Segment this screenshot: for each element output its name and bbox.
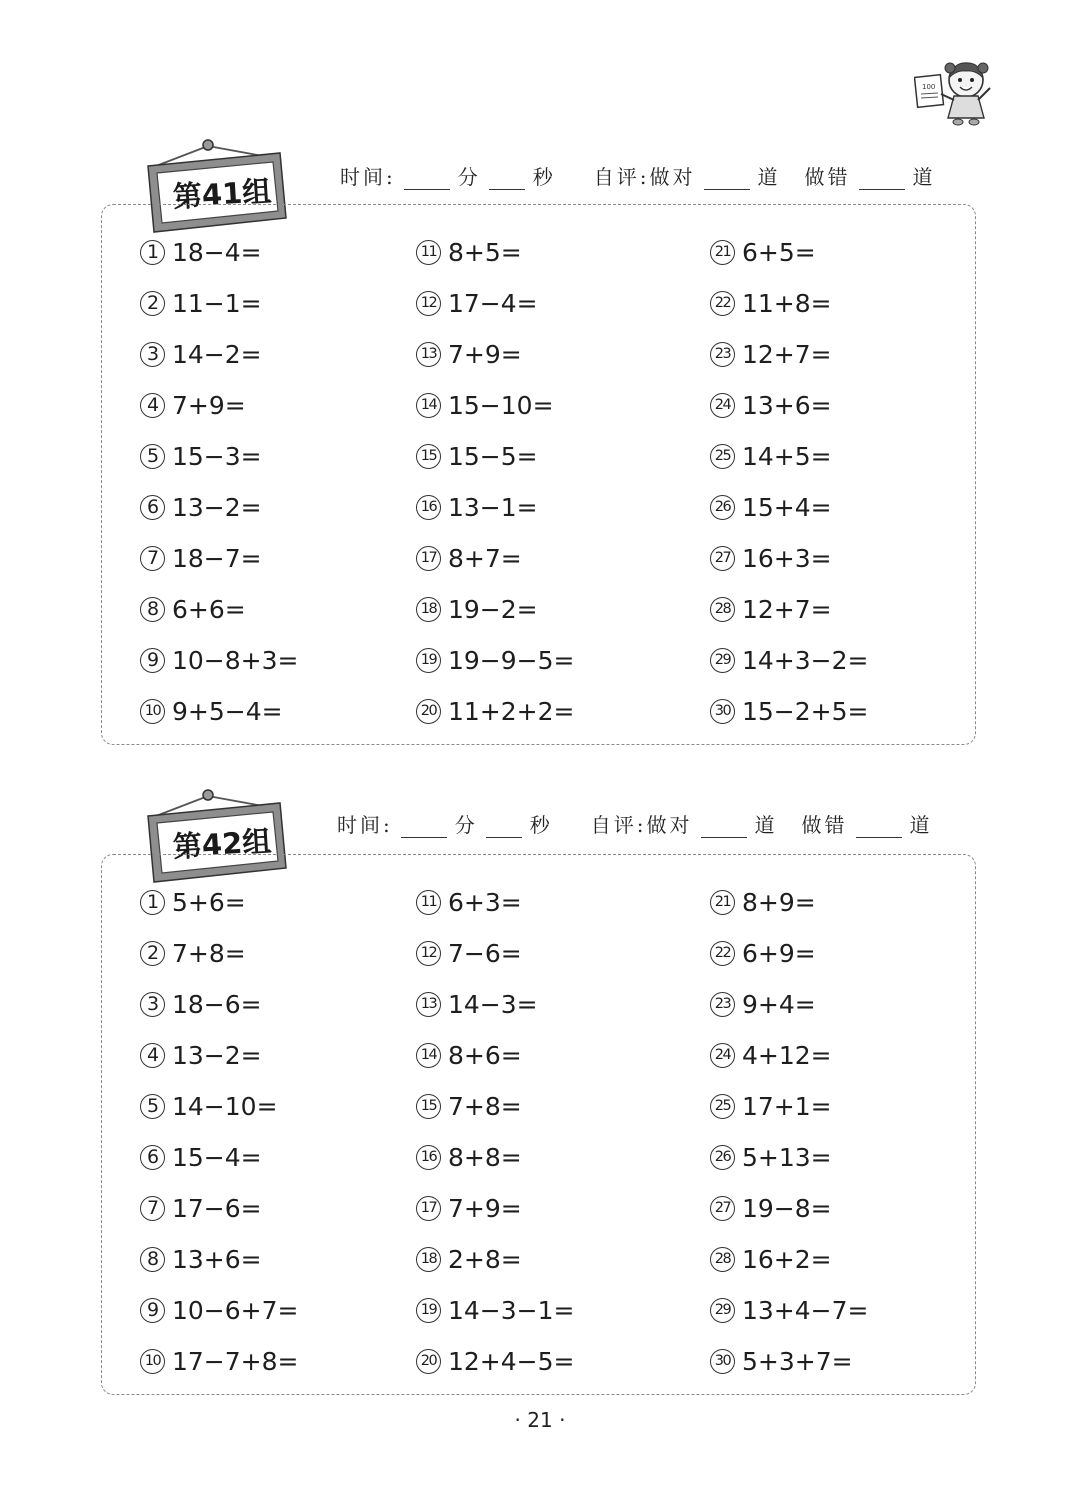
problem-expression: 7−6= [448, 939, 522, 968]
problem-expression: 7+8= [448, 1092, 522, 1121]
problem-expression: 14+5= [742, 442, 832, 471]
problem-number: 22 [710, 941, 735, 966]
problem-expression: 18−4= [172, 238, 262, 267]
correct-count-blank[interactable] [701, 815, 747, 838]
problem-number: 10 [140, 1349, 165, 1374]
problem-item [710, 493, 832, 522]
problem-item [710, 595, 832, 624]
problem-item [710, 646, 868, 675]
problem-item [140, 1194, 262, 1223]
minutes-label: 分 [454, 813, 478, 837]
problem-expression: 12+7= [742, 340, 832, 369]
problem-number: 1 [140, 890, 165, 915]
problem-item [416, 1347, 574, 1376]
problem-number: 6 [140, 495, 165, 520]
group-title: 第41组 [171, 174, 273, 214]
problem-expression: 7+9= [448, 1194, 522, 1223]
problem-item [416, 442, 538, 471]
problem-expression: 10−6+7= [172, 1296, 299, 1325]
problem-number: 25 [710, 444, 735, 469]
group-title: 第42组 [171, 824, 273, 864]
problem-expression: 18−6= [172, 990, 262, 1019]
problem-number: 13 [416, 992, 441, 1017]
problem-item [140, 990, 262, 1019]
problem-number: 5 [140, 444, 165, 469]
time-label: 时间: [340, 165, 396, 189]
problem-item [710, 697, 868, 726]
problem-item [710, 1347, 853, 1376]
page-number: · 21 · [514, 1408, 566, 1432]
problem-number: 16 [416, 1145, 441, 1170]
problem-number: 2 [140, 941, 165, 966]
problem-item [710, 238, 816, 267]
problem-item [140, 646, 298, 675]
problem-expression: 15−10= [448, 391, 554, 420]
problem-number: 15 [416, 444, 441, 469]
problem-item [140, 697, 283, 726]
problem-item [140, 1245, 262, 1274]
problem-item [416, 646, 574, 675]
problem-expression: 17−4= [448, 289, 538, 318]
problem-number: 7 [140, 1196, 165, 1221]
problem-item [140, 493, 262, 522]
problem-number: 8 [140, 597, 165, 622]
problem-number: 16 [416, 495, 441, 520]
problem-item [140, 442, 262, 471]
problem-expression: 15−2+5= [742, 697, 869, 726]
problem-expression: 2+8= [448, 1245, 522, 1274]
problem-item [710, 990, 816, 1019]
problem-expression: 5+3+7= [742, 1347, 853, 1376]
problem-number: 8 [140, 1247, 165, 1272]
problem-item [416, 697, 574, 726]
problem-expression: 15−5= [448, 442, 538, 471]
problem-number: 23 [710, 992, 735, 1017]
problem-expression: 9+4= [742, 990, 816, 1019]
wrong-count-blank[interactable] [856, 815, 902, 838]
problem-number: 2 [140, 291, 165, 316]
problem-expression: 8+6= [448, 1041, 522, 1070]
problem-item [710, 340, 832, 369]
problem-expression: 5+6= [172, 888, 246, 917]
problem-number: 21 [710, 240, 735, 265]
problem-item [140, 544, 262, 573]
problem-item [710, 1245, 832, 1274]
problem-expression: 5+13= [742, 1143, 832, 1172]
problem-number: 9 [140, 1298, 165, 1323]
minutes-blank[interactable] [401, 815, 447, 838]
seconds-blank[interactable] [486, 815, 522, 838]
wrong-unit-label: 道 [912, 165, 936, 189]
problem-item [416, 544, 522, 573]
problem-number: 20 [416, 1349, 441, 1374]
problem-number: 11 [416, 890, 441, 915]
seconds-label: 秒 [532, 165, 556, 189]
problem-number: 17 [416, 546, 441, 571]
problem-expression: 8+5= [448, 238, 522, 267]
problem-expression: 7+9= [172, 391, 246, 420]
problem-item [416, 391, 554, 420]
problem-expression: 15+4= [742, 493, 832, 522]
problem-number: 3 [140, 342, 165, 367]
self-eval-correct-label: 自评:做对 [593, 165, 696, 189]
problem-number: 19 [416, 648, 441, 673]
self-eval-correct-label: 自评:做对 [590, 813, 693, 837]
paper-score: 100 [922, 83, 936, 91]
problem-number: 26 [710, 1145, 735, 1170]
problem-expression: 17+1= [742, 1092, 832, 1121]
problem-number: 10 [140, 699, 165, 724]
problem-number: 1 [140, 240, 165, 265]
problem-expression: 11+8= [742, 289, 832, 318]
problem-number: 15 [416, 1094, 441, 1119]
problem-number: 3 [140, 992, 165, 1017]
problem-expression: 13+4−7= [742, 1296, 869, 1325]
problem-item [416, 595, 538, 624]
problem-item [710, 1092, 832, 1121]
problem-item [710, 289, 832, 318]
problem-number: 18 [416, 1247, 441, 1272]
problem-expression: 14+3−2= [742, 646, 869, 675]
problem-expression: 14−10= [172, 1092, 278, 1121]
problem-number: 22 [710, 291, 735, 316]
problem-item [416, 1092, 522, 1121]
problem-expression: 13−2= [172, 1041, 262, 1070]
correct-count-blank[interactable] [704, 167, 750, 190]
problem-item [416, 888, 522, 917]
problem-expression: 10−8+3= [172, 646, 299, 675]
problem-item [140, 238, 262, 267]
problem-expression: 19−2= [448, 595, 538, 624]
problem-item [140, 888, 246, 917]
problem-expression: 14−3= [448, 990, 538, 1019]
problem-number: 12 [416, 291, 441, 316]
problem-item [416, 289, 538, 318]
problem-expression: 12+4−5= [448, 1347, 575, 1376]
problem-item [416, 493, 538, 522]
problem-item [416, 1143, 522, 1172]
problem-item [140, 1296, 298, 1325]
problem-number: 28 [710, 597, 735, 622]
problem-expression: 6+9= [742, 939, 816, 968]
problem-expression: 9+5−4= [172, 697, 283, 726]
problem-number: 27 [710, 1196, 735, 1221]
problem-item [710, 1194, 832, 1223]
problem-expression: 15−3= [172, 442, 262, 471]
problem-number: 30 [710, 699, 735, 724]
problem-expression: 16+2= [742, 1245, 832, 1274]
correct-unit-label: 道 [754, 813, 778, 837]
problem-expression: 15−4= [172, 1143, 262, 1172]
time-and-self-eval-line [340, 160, 936, 190]
problem-expression: 13+6= [742, 391, 832, 420]
problem-item [416, 1296, 574, 1325]
seconds-label: 秒 [529, 813, 553, 837]
problem-number: 24 [710, 393, 735, 418]
problem-number: 28 [710, 1247, 735, 1272]
problem-number: 20 [416, 699, 441, 724]
time-and-self-eval-line [337, 808, 933, 838]
problem-item [140, 340, 262, 369]
problem-number: 17 [416, 1196, 441, 1221]
problem-number: 14 [416, 1043, 441, 1068]
problem-item [140, 595, 246, 624]
correct-unit-label: 道 [757, 165, 781, 189]
problem-number: 23 [710, 342, 735, 367]
problem-number: 27 [710, 546, 735, 571]
problem-item [140, 939, 246, 968]
problem-number: 29 [710, 1298, 735, 1323]
problem-expression: 18−7= [172, 544, 262, 573]
problem-expression: 7+9= [448, 340, 522, 369]
problem-expression: 17−7+8= [172, 1347, 299, 1376]
problem-expression: 4+12= [742, 1041, 832, 1070]
problem-item [710, 442, 832, 471]
problem-number: 4 [140, 1043, 165, 1068]
problem-number: 26 [710, 495, 735, 520]
problem-expression: 11+2+2= [448, 697, 575, 726]
problem-expression: 14−3−1= [448, 1296, 575, 1325]
minutes-blank[interactable] [404, 167, 450, 190]
problem-number: 24 [710, 1043, 735, 1068]
problem-expression: 11−1= [172, 289, 262, 318]
problem-expression: 13+6= [172, 1245, 262, 1274]
problem-number: 18 [416, 597, 441, 622]
seconds-blank[interactable] [489, 167, 525, 190]
problem-number: 4 [140, 393, 165, 418]
problem-number: 19 [416, 1298, 441, 1323]
problem-item [710, 939, 816, 968]
problem-expression: 16+3= [742, 544, 832, 573]
problem-item [416, 1194, 522, 1223]
problem-expression: 6+5= [742, 238, 816, 267]
problem-number: 14 [416, 393, 441, 418]
problem-item [710, 391, 832, 420]
problem-item [140, 1347, 298, 1376]
problem-number: 6 [140, 1145, 165, 1170]
problem-number: 7 [140, 546, 165, 571]
problem-item [416, 238, 522, 267]
problem-item [416, 1041, 522, 1070]
problem-item [710, 544, 832, 573]
problem-number: 25 [710, 1094, 735, 1119]
time-label: 时间: [337, 813, 393, 837]
wrong-unit-label: 道 [909, 813, 933, 837]
problem-number: 9 [140, 648, 165, 673]
problem-expression: 13−2= [172, 493, 262, 522]
problem-item [710, 1296, 868, 1325]
problem-expression: 17−6= [172, 1194, 262, 1223]
problem-item [710, 1041, 832, 1070]
problem-number: 30 [710, 1349, 735, 1374]
problem-expression: 8+8= [448, 1143, 522, 1172]
problem-expression: 19−8= [742, 1194, 832, 1223]
problem-item [416, 939, 522, 968]
problem-expression: 7+8= [172, 939, 246, 968]
problem-number: 12 [416, 941, 441, 966]
problem-item [140, 1041, 262, 1070]
problem-item [140, 391, 246, 420]
problem-expression: 13−1= [448, 493, 538, 522]
problem-expression: 19−9−5= [448, 646, 575, 675]
problem-number: 11 [416, 240, 441, 265]
mascot-girl-icon [914, 58, 1000, 130]
problem-item [710, 888, 816, 917]
wrong-count-blank[interactable] [859, 167, 905, 190]
problem-item [416, 340, 522, 369]
problem-item [140, 289, 262, 318]
problem-expression: 14−2= [172, 340, 262, 369]
problem-item [140, 1092, 278, 1121]
problem-item [416, 990, 538, 1019]
problem-expression: 12+7= [742, 595, 832, 624]
problem-expression: 6+6= [172, 595, 246, 624]
minutes-label: 分 [457, 165, 481, 189]
problem-number: 29 [710, 648, 735, 673]
wrong-label: 做错 [804, 165, 851, 189]
problem-item [710, 1143, 832, 1172]
problem-expression: 8+7= [448, 544, 522, 573]
problem-expression: 6+3= [448, 888, 522, 917]
problem-item [416, 1245, 522, 1274]
problem-number: 5 [140, 1094, 165, 1119]
problem-item [140, 1143, 262, 1172]
problem-expression: 8+9= [742, 888, 816, 917]
problem-number: 21 [710, 890, 735, 915]
wrong-label: 做错 [801, 813, 848, 837]
problem-number: 13 [416, 342, 441, 367]
